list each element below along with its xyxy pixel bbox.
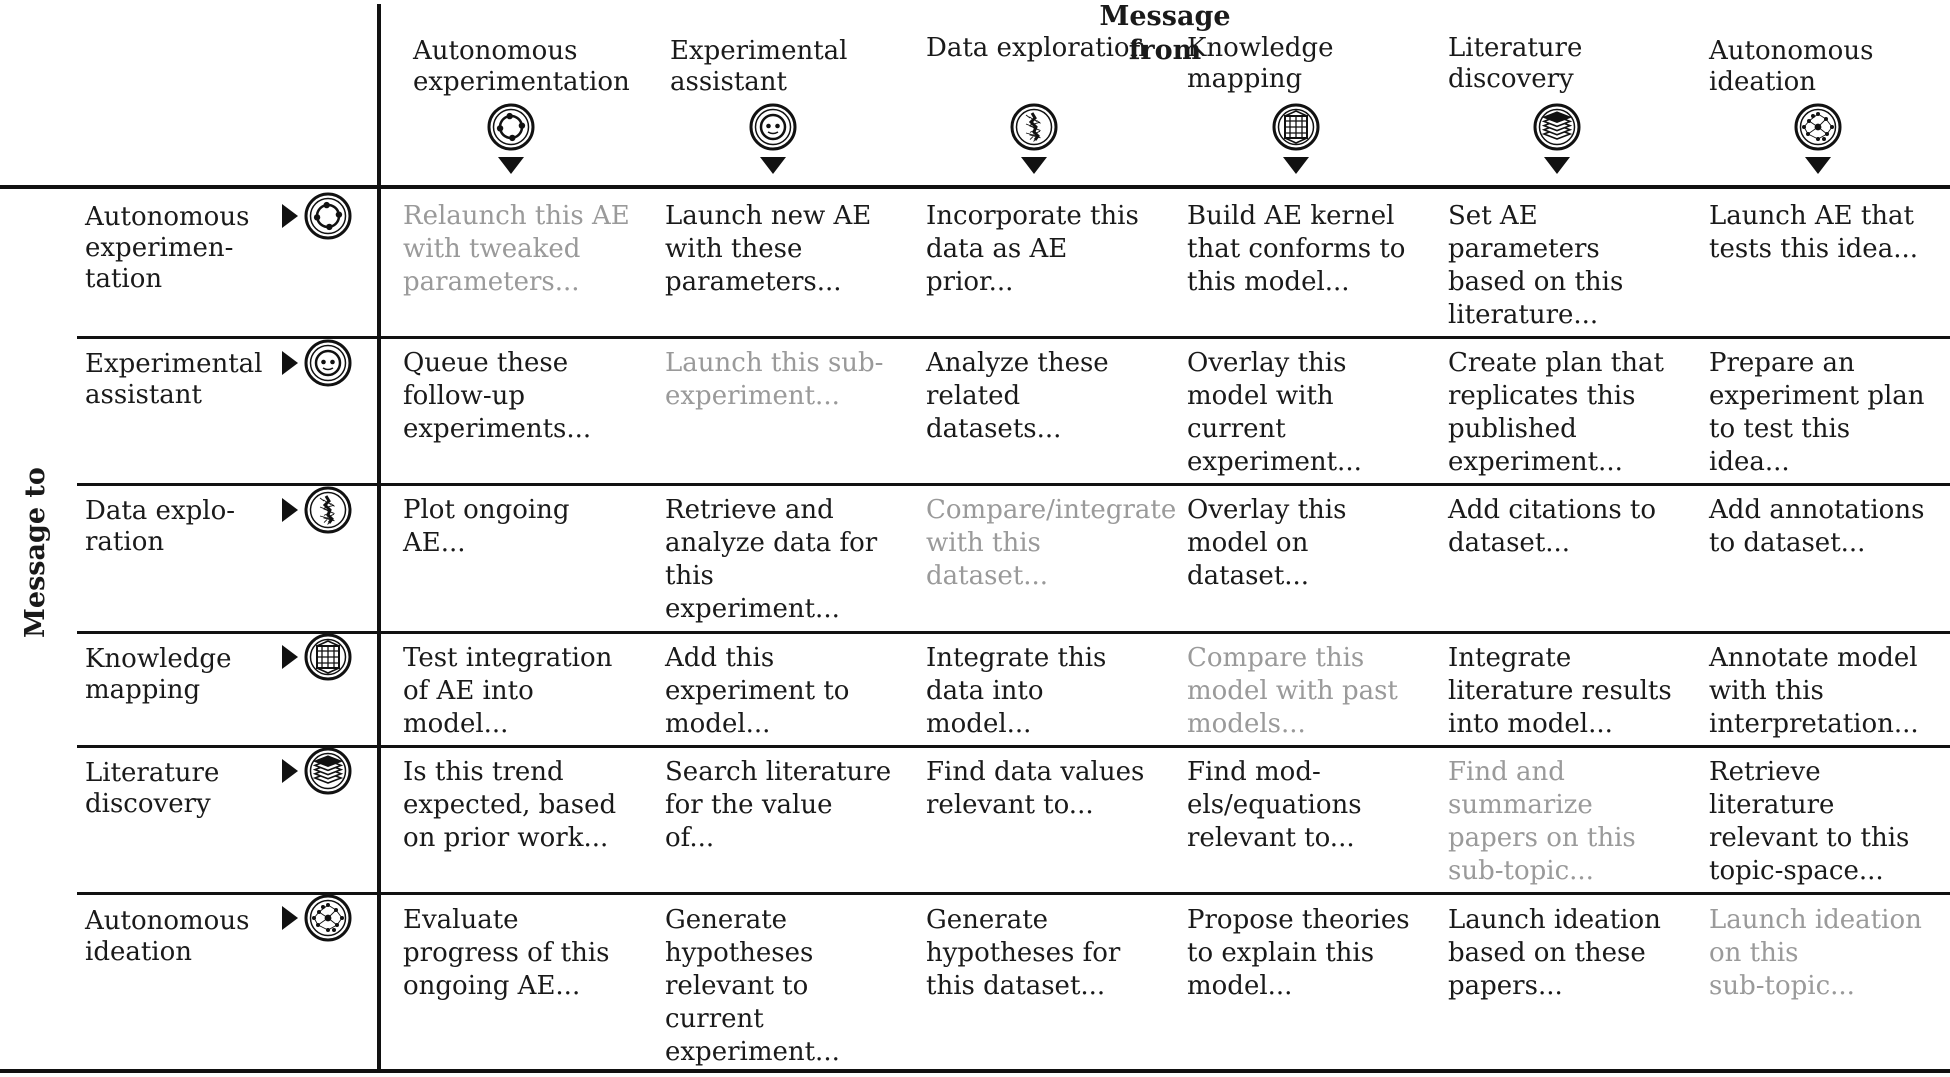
message-text-line: on prior work...: [403, 823, 609, 853]
self-message-cell: [403, 200, 651, 299]
message-cell: [1709, 200, 1950, 266]
message-text-line: replicates this: [1448, 381, 1636, 411]
message-text-line: of AE into: [403, 676, 534, 706]
message-text-line: hypotheses: [665, 938, 814, 968]
row-header-ae: [85, 202, 275, 295]
message-text-line: Relaunch this AE: [403, 201, 630, 231]
column-header-line: mapping: [1187, 64, 1303, 94]
message-text-line: Add citations to: [1448, 495, 1657, 525]
message-text-line: model...: [1187, 971, 1293, 1001]
column-header-line: Data exploration: [926, 33, 1147, 63]
message-cell: [1187, 200, 1435, 299]
message-cell: [403, 494, 651, 560]
message-text-line: Plot ongoing: [403, 495, 570, 525]
message-cell: [1187, 756, 1435, 855]
message-text-line: based on this: [1448, 267, 1624, 297]
column-header-ea: [670, 36, 910, 98]
message-text-line: Integrate this: [926, 643, 1107, 673]
message-cell: [1709, 494, 1950, 560]
message-cell: [1709, 756, 1950, 888]
message-text-line: sub-topic...: [1709, 971, 1855, 1001]
message-text-line: parameters...: [665, 267, 842, 297]
self-message-cell: [1448, 756, 1696, 888]
message-text-line: AE...: [403, 528, 466, 558]
column-header-line: Autonomous: [413, 36, 578, 66]
message-cell: [665, 904, 913, 1069]
message-text-line: Overlay this: [1187, 348, 1347, 378]
message-text-line: experiment...: [665, 594, 840, 624]
row-header-divider: [377, 4, 381, 1073]
message-text-line: sub-topic...: [1448, 856, 1594, 886]
message-text-line: this: [665, 561, 714, 591]
self-message-cell: [1187, 642, 1435, 741]
message-text-line: relevant to...: [1187, 823, 1355, 853]
column-header-line: Knowledge: [1187, 33, 1334, 63]
message-text-line: Incorporate this: [926, 201, 1139, 231]
knowledge-mapping-icon: [1268, 101, 1324, 175]
message-cell: [665, 756, 913, 855]
message-text-line: Launch new AE: [665, 201, 872, 231]
message-text-line: with tweaked: [403, 234, 581, 264]
message-text-line: Set AE: [1448, 201, 1538, 231]
message-text-line: interpretation...: [1709, 709, 1919, 739]
message-text-line: Launch this sub-: [665, 348, 884, 378]
message-text-line: datasets...: [926, 414, 1062, 444]
message-text-line: Find mod-: [1187, 757, 1321, 787]
message-text-line: dataset...: [1187, 561, 1310, 591]
message-text-line: prior...: [926, 267, 1014, 297]
message-text-line: on this: [1709, 938, 1799, 968]
message-text-line: model...: [926, 709, 1032, 739]
message-cell: [1448, 347, 1696, 479]
row-header-km: [85, 644, 275, 706]
message-text-line: Generate: [665, 905, 788, 935]
message-cell: [1448, 904, 1696, 1003]
message-text-line: current: [1187, 414, 1286, 444]
column-header-line: ideation: [1709, 67, 1817, 97]
column-header-line: experimentation: [413, 67, 630, 97]
autonomous-ideation-icon: [280, 891, 360, 945]
message-text-line: Retrieve: [1709, 757, 1821, 787]
knowledge-mapping-icon: [280, 630, 360, 684]
experimental-assistant-icon: [280, 336, 360, 390]
message-text-line: Annotate model: [1709, 643, 1918, 673]
message-text-line: dataset...: [926, 561, 1049, 591]
message-text-line: Launch ideation: [1709, 905, 1922, 935]
message-text-line: els/equations: [1187, 790, 1362, 820]
row-header-line: mapping: [85, 675, 201, 705]
message-cell: [926, 642, 1174, 741]
self-message-cell: [926, 494, 1177, 593]
message-text-line: Find and: [1448, 757, 1565, 787]
message-text-line: to explain this: [1187, 938, 1375, 968]
message-text-line: experiment plan: [1709, 381, 1925, 411]
message-text-line: Build AE kernel: [1187, 201, 1395, 231]
message-text-line: papers on this: [1448, 823, 1636, 853]
message-text-line: Is this trend: [403, 757, 564, 787]
message-text-line: into model...: [1448, 709, 1613, 739]
row-header-ai: [85, 906, 275, 968]
message-cell: [1187, 494, 1435, 593]
message-text-line: Retrieve and: [665, 495, 834, 525]
message-text-line: this model...: [1187, 267, 1350, 297]
message-cell: [403, 756, 651, 855]
row-header-line: assistant: [85, 380, 202, 410]
message-text-line: to dataset...: [1709, 528, 1866, 558]
column-header-ld: [1448, 33, 1688, 95]
message-cell: [1448, 200, 1696, 332]
message-text-line: data into: [926, 676, 1044, 706]
message-cell: [926, 347, 1174, 446]
row-header-line: discovery: [85, 789, 211, 819]
message-cell: [403, 347, 651, 446]
row-header-line: Experimental: [85, 349, 263, 379]
message-text-line: progress of this: [403, 938, 610, 968]
message-text-line: relevant to this: [1709, 823, 1910, 853]
data-exploration-icon: [1006, 101, 1062, 175]
message-cell: [926, 904, 1174, 1003]
experimental-assistant-icon: [745, 101, 801, 175]
message-text-line: published: [1448, 414, 1577, 444]
message-cell: [403, 904, 651, 1003]
message-cell: [1187, 347, 1435, 479]
message-text-line: with these: [665, 234, 803, 264]
message-text-line: Create plan that: [1448, 348, 1664, 378]
message-text-line: experiment to: [665, 676, 850, 706]
message-text-line: model with past: [1187, 676, 1398, 706]
literature-discovery-icon: [1529, 101, 1585, 175]
message-text-line: Prepare an: [1709, 348, 1855, 378]
message-cell: [1187, 904, 1435, 1003]
message-cell: [665, 494, 913, 626]
message-text-line: Add this: [665, 643, 775, 673]
message-text-line: idea...: [1709, 447, 1790, 477]
message-text-line: for the value: [665, 790, 833, 820]
message-text-line: Analyze these: [926, 348, 1109, 378]
row-header-ea: [85, 349, 275, 411]
message-text-line: Generate: [926, 905, 1049, 935]
message-text-line: Compare this: [1187, 643, 1365, 673]
data-exploration-icon: [280, 483, 360, 537]
message-text-line: experiment...: [665, 381, 840, 411]
message-text-line: literature: [1709, 790, 1835, 820]
message-text-line: Add annotations: [1709, 495, 1925, 525]
autonomous-ideation-icon: [1790, 101, 1846, 175]
message-text-line: literature...: [1448, 300, 1599, 330]
row-header-de: [85, 496, 275, 558]
self-message-cell: [1709, 904, 1950, 1003]
row-header-line: ideation: [85, 937, 193, 967]
message-text-line: model...: [665, 709, 771, 739]
message-text-line: of...: [665, 823, 715, 853]
message-cell: [1709, 642, 1950, 741]
message-text-line: parameters...: [403, 267, 580, 297]
message-text-line: Launch AE that: [1709, 201, 1914, 231]
row-header-line: Data explo-: [85, 496, 236, 526]
message-text-line: based on these: [1448, 938, 1646, 968]
column-header-line: Autonomous: [1709, 36, 1874, 66]
message-text-line: experiments...: [403, 414, 592, 444]
message-text-line: Find data values: [926, 757, 1145, 787]
message-text-line: experiment...: [1448, 447, 1623, 477]
message-text-line: that conforms to: [1187, 234, 1406, 264]
message-text-line: Launch ideation: [1448, 905, 1661, 935]
row-header-ld: [85, 758, 275, 820]
column-header-ai: [1709, 36, 1949, 98]
message-text-line: hypotheses for: [926, 938, 1121, 968]
message-cell: [403, 642, 651, 741]
message-text-line: dataset...: [1448, 528, 1571, 558]
message-text-line: literature results: [1448, 676, 1672, 706]
message-cell: [1448, 642, 1696, 741]
message-text-line: model with: [1187, 381, 1334, 411]
literature-discovery-icon: [280, 744, 360, 798]
message-text-line: Propose theories: [1187, 905, 1410, 935]
message-text-line: this dataset...: [926, 971, 1106, 1001]
column-header-ae: [413, 36, 653, 98]
message-text-line: follow-up: [403, 381, 525, 411]
message-text-line: ongoing AE...: [403, 971, 581, 1001]
column-header-de: [926, 33, 1166, 64]
column-header-line: assistant: [670, 67, 787, 97]
row-header-line: ration: [85, 527, 165, 557]
message-text-line: model...: [403, 709, 509, 739]
message-text-line: experiment...: [1187, 447, 1362, 477]
row-header-line: Autonomous: [85, 202, 250, 232]
message-cell: [1709, 347, 1950, 479]
row-header-line: Knowledge: [85, 644, 232, 674]
message-text-line: model on: [1187, 528, 1309, 558]
message-text-line: relevant to...: [926, 790, 1094, 820]
message-text-line: Overlay this: [1187, 495, 1347, 525]
row-header-line: tation: [85, 264, 163, 294]
message-text-line: Integrate: [1448, 643, 1572, 673]
message-cell: [1448, 494, 1696, 560]
message-text-line: experiment...: [665, 1037, 840, 1067]
message-text-line: with this: [1709, 676, 1824, 706]
autonomous-experimentation-icon: [280, 189, 360, 243]
row-header-line: Literature: [85, 758, 220, 788]
message-text-line: Test integration: [403, 643, 613, 673]
row-header-line: Autonomous: [85, 906, 250, 936]
message-text-line: summarize: [1448, 790, 1593, 820]
message-text-line: papers...: [1448, 971, 1563, 1001]
message-text-line: topic-space...: [1709, 856, 1884, 886]
message-text-line: tests this idea...: [1709, 234, 1918, 264]
message-cell: [665, 200, 913, 299]
message-text-line: with this: [926, 528, 1041, 558]
message-text-line: Compare/integrate: [926, 495, 1177, 525]
message-text-line: models...: [1187, 709, 1306, 739]
message-text-line: data as AE: [926, 234, 1068, 264]
column-header-line: Literature: [1448, 33, 1583, 63]
message-text-line: Queue these: [403, 348, 569, 378]
message-text-line: Search literature: [665, 757, 892, 787]
autonomous-experimentation-icon: [483, 101, 539, 175]
message-text-line: current: [665, 1004, 764, 1034]
bottom-rule: [0, 1069, 1950, 1073]
message-cell: [926, 200, 1174, 299]
column-header-line: Experimental: [670, 36, 848, 66]
message-text-line: parameters: [1448, 234, 1600, 264]
message-from-title: Message from: [1099, 1, 1231, 66]
self-message-cell: [665, 347, 913, 413]
message-text-line: relevant to: [665, 971, 809, 1001]
message-text-line: related: [926, 381, 1021, 411]
message-cell: [926, 756, 1174, 822]
column-header-line: discovery: [1448, 64, 1574, 94]
row-header-line: experimen-: [85, 233, 234, 263]
message-text-line: expected, based: [403, 790, 617, 820]
message-cell: [665, 642, 913, 741]
message-text-line: analyze data for: [665, 528, 878, 558]
message-text-line: to test this: [1709, 414, 1851, 444]
column-header-km: [1187, 33, 1427, 95]
message-to-title: Message to: [20, 467, 51, 638]
message-text-line: Evaluate: [403, 905, 519, 935]
